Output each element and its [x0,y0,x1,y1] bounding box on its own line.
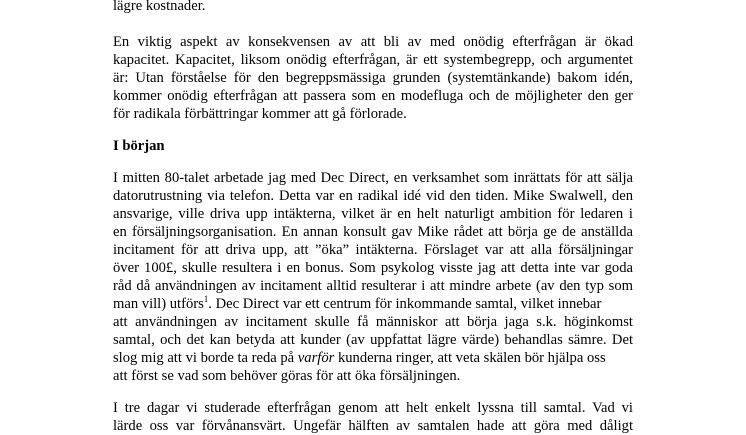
paragraph-1-line-3: är: Utan förståelse för den begreppsmässiga grunden (systemtänkande) bakom idén, [113,70,633,86]
line-11-after: kunderna ringer, att veta skälen bör hjälpa oss [334,350,606,366]
top-fragment: lägre kostnader. [113,0,206,14]
paragraph-2-line-5: incitament för att driva upp, att ”öka” intäkterna. Förslaget var att alla försäljningar [113,242,633,258]
paragraph-3-line-1: I tre dagar vi studerade efterfrågan genom att helt enkelt lyssna till samtal. Vad vi [113,400,633,416]
paragraph-2-line-1: I mitten 80-talet arbetade jag med Dec Direct, en verksamhet som inrättats för att sälja [113,170,633,186]
paragraph-1-line-2: kapacitet. Kapacitet, liksom onödig efterfrågan, är ett systembegrepp, och argumentet [113,52,633,68]
paragraph-2-line-11 [113,349,633,367]
paragraph-2-line-12: att först se vad som behöver göras för att öka försäljningen. [113,368,461,384]
line-8-before: man vill) utförs [113,296,204,312]
paragraph-2-line-4: en försäljningsorganisation. En annan konsult gav Mike rådet att börja ge de anställda [113,224,633,240]
section-heading: I början [113,138,165,154]
paragraph-2-line-10: samtal, och det kan betyda att kunder (av uppfattat lägre värde) behandlas sämre. Det [113,332,633,348]
paragraph-2-line-7: råd då användningen av incitament alltid resulterar i att mindre arbete (av den typ som [113,278,633,294]
paragraph-1-line-5: för radikala förbättringar kommer att gå förlorade. [113,106,407,122]
paragraph-2-line-8 [113,295,633,313]
emphasis-varfor: varför [297,350,335,366]
footnote-marker: 1 [203,294,209,305]
paragraph-2-line-3: ansvarige, ville driva upp intäkterna, vilket är en helt naturligt ambition för ledaren i [113,206,633,222]
paragraph-2-line-9: att användningen av incitament skulle få människor att börja jaga s.k. höginkomst [113,314,633,330]
paragraph-1-line-4: kommer onödig efterfrågan att passera som en modefluga och de möjligheter den ger [113,88,633,104]
paragraph-3-line-2: lärde oss var förvånansvärt. Ungefär hälften av samtalen hade att göra med dåligt [113,418,633,434]
line-8-after: . Dec Direct var ett centrum för inkommande samtal, vilket innebar [208,296,602,312]
line-11-before: slog mig att vi borde ta reda på [113,350,298,366]
paragraph-1-line-1: En viktig aspekt av konsekvensen av att bli av med onödig efterfrågan är ökad [113,34,633,50]
paragraph-2-line-6: över 100£, skulle resultera i en bonus. Som psykolog visste jag att detta inte var goda [113,260,633,276]
paragraph-2-line-2: datorutrustning via telefon. Detta var en radikal idé vid den tiden. Mike Swalwell, den [113,188,633,204]
